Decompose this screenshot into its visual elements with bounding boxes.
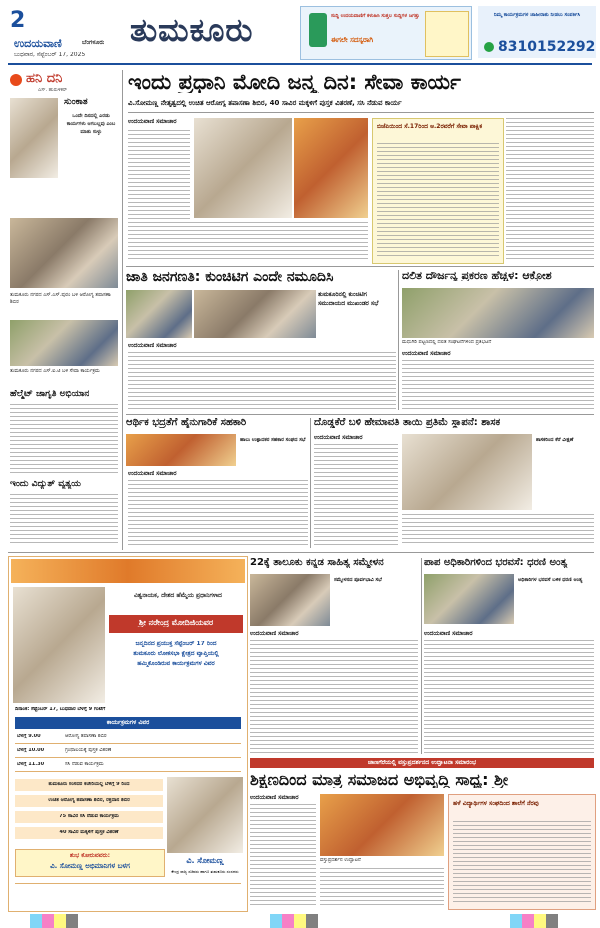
page-number: 2 (10, 10, 26, 32)
summary-item-text: 40 ಸಾವಿರ ಮಕ್ಕಳಿಗೆ ಪುಸ್ತಕ ವಿತರಣೆ (59, 830, 119, 835)
finance-statue-divider (310, 418, 311, 548)
name-banner-text: ಶ್ರೀ ನರೇಂದ್ರ ಮೋದಿಜಿಯವರ (138, 619, 214, 627)
summary-item (15, 827, 163, 839)
census-caption: ತುಮಕೂರಿನಲ್ಲಿ ಕುಂಚಿಟಿಗ ಸಮುದಾಯದ ಮುಖಂಡರ ಸಭೆ (318, 291, 379, 307)
literature-headline: 22ಕ್ಕೆ ತಾಲೂಕು ಕನ್ನಡ ಸಾಹಿತ್ಯ ಸಮ್ಮೇಳನ (250, 558, 384, 568)
education-kicker: ಜಾಣಗೆರೆಯಲ್ಲಿ ವಸ್ತುಪ್ರದರ್ಶನದ ಉದ್ಘಾಟನಾ ಸಮಾರಂಭ (367, 760, 477, 766)
ad-top-rule (8, 552, 594, 553)
education-body-col1 (250, 804, 316, 908)
literature-caption: ಸಮ್ಮೇಳನದ ಪೂರ್ವಭಾವಿ ಸಭೆ (334, 577, 382, 583)
literature-byline: ಉದಯವಾಣಿ ಸಮಾಚಾರ (250, 630, 299, 637)
officials-headline: ಪಾಪ ಅಧಿಕಾರಿಗಳಿಂದ ಭರವಸೆ: ಧರಣಿ ಅಂತ್ಯ (424, 558, 568, 568)
modi-portrait (13, 587, 105, 703)
edition-title: ತುಮಕೂರು (130, 14, 254, 46)
quote-portrait (10, 98, 58, 178)
census-dalit-divider (398, 270, 399, 410)
statue-headline: ದೊಡ್ಡಕೆರೆ ಬಳಿ ಹೇಮಾವತಿ ತಾಯಿ ಪ್ರತಿಮೆ ಸ್ಥಾಪನೆ: ಶಾಸಕ (314, 418, 501, 428)
ad-right-text: ನಿಮ್ಮ ಕಾರ್ಯಕ್ರಮಗಳ ಜಾಹೀರಾತು ನೀಡಲು ಸಂಪರ್ಕಿಸಿ (493, 12, 581, 18)
masthead-ad-right (478, 6, 596, 58)
lead-headline: ಇಂದು ಪ್ರಧಾನಿ ಮೋದಿ ಜನ್ಮ ದಿನ: ಸೇವಾ ಕಾರ್ಯ (128, 72, 461, 93)
education-photo (320, 794, 444, 856)
whatsapp-icon (484, 42, 494, 52)
finance-photo (126, 434, 236, 466)
power-headline: ಇಂದು ವಿದ್ಯುತ್ ವ್ಯತ್ಯಯ (10, 480, 81, 489)
masthead-rule (8, 63, 592, 65)
lead-box-title: ಬಿಜೆಪಿಯಿಂದ ಸೆ.17ರಿಂದ ಅ.2ರವರೆಗೆ ಸೇವಾ ಪಾಕ್ಷಿಕ (377, 123, 483, 130)
program-title-bar (15, 717, 241, 729)
ad-line4: ಹಮ್ಮಿಕೊಂಡಿರುವ ಕಾರ್ಯಕ್ರಮಗಳ ವಿವರ (137, 661, 215, 667)
masthead-ad-center (300, 6, 472, 60)
finance-caption: ಹಾಲು ಉತ್ಪಾದಕರ ಸಹಕಾರ ಸಂಘದ ಸಭೆ (240, 437, 306, 443)
program-row-item: ಗ್ರಂಥಾಲಯಕ್ಕೆ ಪುಸ್ತಕ ವಿತರಣೆ (65, 748, 112, 753)
statue-body-col1 (314, 444, 398, 546)
education-side-headline: ಹಳೆ ವಿದ್ಯಾರ್ಥಿಗಳ ಸಂಘದಿಂದ ಶಾಲೆಗೆ ನೆರವು (453, 800, 539, 807)
ad-phone: 8310152292 (498, 40, 596, 54)
dalit-body (402, 360, 594, 410)
education-body-col2 (320, 868, 444, 908)
ad-signature-name: ವಿ. ಸೋಮಣ್ಣ (186, 857, 224, 865)
sidebar-divider (122, 70, 123, 550)
statue-body-col2 (402, 514, 594, 546)
ad-footer-title: ಶುಭ ಕೋರುವವರು: (69, 853, 111, 859)
sidebar-photo-1 (10, 218, 118, 288)
lead-body-right (506, 118, 594, 262)
lead-box (372, 118, 504, 264)
census-byline: ಉದಯವಾಣಿ ಸಮಾಚಾರ (128, 342, 177, 349)
ad-badge (425, 11, 469, 57)
masthead-date: ಬುಧವಾರ, ಸೆಪ್ಟೆಂಬರ್ 17, 2025 (14, 52, 86, 58)
dalit-photo (402, 288, 594, 338)
summary-item (15, 795, 163, 807)
ad-top-line: ಸುದ್ದಿ ಉದಯವಾಣಿಗೆ ಕಳುಹಿಸಿ ಸುತ್ತಲ ಸುದ್ದಿಗಳ ಜಗತ್ತು (331, 13, 420, 19)
social-icons-strip (15, 883, 241, 894)
lead-subhead: ವಿ.ಸೋಮಣ್ಣ ನೇತೃತ್ವದಲ್ಲಿ ಉಚಿತ ಆರೋಗ್ಯ ತಪಾಸಣಾ ಶಿಬಿರ, 40 ಸಾವಿರ ಮಕ್ಕಳಿಗೆ ಪುಸ್ತಕ ವಿತರಣೆ, ಸಸಿ ನೆಡುವ ಕಾರ್ಯ (128, 100, 402, 107)
statue-caption: ಶಾಸಕರಿಂದ ಕೆರೆ ವೀಕ್ಷಣೆ (536, 437, 574, 443)
ad-footer-box (15, 849, 165, 877)
finance-headline: ಆರ್ಥಿಕ ಭದ್ರತೆಗೆ ಹೈನುಗಾರಿಕೆ ಸಹಕಾರಿ (126, 418, 247, 428)
lead-body-col1 (128, 130, 190, 220)
program-row-time: ಬೆಳಗ್ಗೆ 9.00 (17, 734, 41, 739)
officials-byline: ಉದಯವಾಣಿ ಸಮಾಚಾರ (424, 630, 473, 637)
officials-body (424, 640, 594, 754)
ad-top-sub: ಈಗಲೇ ಸದಸ್ಯರಾಗಿ (331, 37, 374, 44)
statue-photo (402, 434, 532, 510)
education-caption: ವಸ್ತುಪ್ರದರ್ಶನ ಉದ್ಘಾಟನೆ (320, 858, 361, 863)
statue-byline: ಉದಯವಾಣಿ ಸಮಾಚಾರ (314, 434, 363, 441)
education-headline: ಶಿಕ್ಷಣದಿಂದ ಮಾತ್ರ ಸಮಾಜದ ಅಭಿವೃದ್ಧಿ ಸಾಧ್ಯ: ಶ್ರೀ (250, 772, 509, 788)
program-row-item: ಸಸಿ ನೆಡುವ ಕಾರ್ಯಕ್ರಮ (65, 762, 104, 767)
census-caption-box (318, 290, 396, 338)
census-photo-main (194, 290, 316, 338)
leaders-strip (11, 559, 245, 583)
summary-item-text: ಉಚಿತ ಆರೋಗ್ಯ ತಪಾಸಣಾ ಶಿಬಿರ, ರಕ್ತದಾನ ಶಿಬಿರ (48, 798, 130, 803)
name-banner (109, 615, 243, 633)
quote-title: ಸುಂಕಾತ (64, 98, 88, 107)
literature-body (250, 640, 418, 754)
ad-line2: ಜನ್ಮದಿನದ ಪ್ರಯುಕ್ತ ಸೆಪ್ಟೆಂಬರ್ 17 ರಿಂದ (135, 641, 217, 647)
lead-body-bottom (128, 222, 368, 262)
sidebar-brand-sub: ಎಸ್. ಹುರುಳಿಕರ್ (38, 88, 68, 93)
summary-item-text: 75 ಸಾವಿರ ಸಸಿ ನೆಡುವ ಕಾರ್ಯಕ್ರಮ (59, 814, 119, 819)
finance-top-rule (126, 414, 594, 415)
ad-signature-role: ಕೇಂದ್ರ ರಾಜ್ಯ ಸಚಿವರು ಹಾಗೂ ತುಮಕೂರು ಸಂಸದರು (171, 869, 239, 874)
dalit-headline: ದಲಿತ ದೌರ್ಜನ್ಯ ಪ್ರಕರಣ ಹೆಚ್ಚಳ: ಆಕ್ರೋಶ (402, 270, 552, 281)
dalit-byline: ಉದಯವಾಣಿ ಸಮಾಚಾರ (402, 350, 451, 357)
lead-photo-group (294, 118, 368, 218)
education-byline: ಉದಯವಾಣಿ ಸಮಾಚಾರ (250, 794, 299, 801)
officials-photo (424, 574, 514, 624)
sidebar-brand: ಹನಿ ದನಿ (26, 72, 63, 85)
census-headline: ಜಾತಿ ಜನಗಣತಿ: ಕುಂಚಿಟಿಗ ಎಂದೇ ನಮೂದಿಸಿ (126, 270, 334, 284)
ad-date-line: ದಿನಾಂಕ: ಸೆಪ್ಟೆಂಬರ್ 17, ಬುಧವಾರ ಬೆಳಗ್ಗೆ 9 ಗಂಟೆಗೆ (15, 707, 106, 712)
finance-body (128, 480, 308, 546)
lead-sub-rule (128, 112, 594, 113)
helmet-body (10, 404, 118, 474)
paper-name: ಉದಯವಾಣಿ (14, 38, 62, 49)
program-row-time: ಬೆಳಗ್ಗೆ 11.30 (17, 762, 45, 767)
lit-officials-divider (421, 558, 422, 754)
summary-item (15, 811, 163, 823)
lead-photo-modi (194, 118, 292, 218)
education-side-box (448, 794, 596, 910)
ad-footer-name: ವಿ. ಸೋಮಣ್ಣ ಅಭಿಮಾನಿಗಳ ಬಳಗ (50, 863, 130, 870)
program-row (15, 759, 241, 772)
sidebar-photo-2 (10, 320, 118, 366)
program-row-item: ಆರೋಗ್ಯ ತಪಾಸಣಾ ಶಿಬಿರ (65, 734, 107, 739)
ad-greeting: ವಿಶ್ವನಾಯಕ, ದೇಶದ ಹೆಮ್ಮೆಯ ಪ್ರಧಾನಿಗಳಾದ (134, 592, 222, 599)
quote-text: ಒಂದೇ ದಿನದಲ್ಲಿ ಎರಡು ಕಾರ್ಯಗಳು ಆಗಬಲ್ಲವು ಎಂಬ ಮಾತು ಸುಳ್ಳು (66, 113, 116, 135)
power-body (10, 494, 118, 546)
census-body (128, 352, 396, 412)
masthead-city: ಬೆಂಗಳೂರು (82, 40, 105, 46)
sidebar-caption-1: ತುಮಕೂರು ನಗರದ ಎಸ್.ಎಸ್.ಪುರಂ ಬಳಿ ಆರೋಗ್ಯ ತಪಾಸಣಾ ಶಿಬಿರ (10, 292, 111, 305)
ad-line3: ತುಮಕೂರು ಲೋಕಸಭಾ ಕ್ಷೇತ್ರದ ವ್ಯಾಪ್ತಿಯಲ್ಲಿ (133, 651, 219, 657)
helmet-headline: ಹೆಲ್ಮೆಟ್ ಜಾಗೃತಿ ಅಭಿಯಾನ (10, 390, 90, 399)
sidebar-caption-2: ತುಮಕೂರು ನಗರದ ಎಸ್.ಐ.ಟಿ ಬಳಿ ಸೇವಾ ಕಾರ್ಯಕ್ರಮ (10, 368, 100, 374)
dalit-caption: ಮಧುಗಿರಿ ಪಟ್ಟಣದಲ್ಲಿ ದಲಿತ ಸಂಘಟನೆಗಳಿಂದ ಪ್ರತಿಭಟನೆ (402, 340, 492, 345)
program-row-time: ಬೆಳಗ್ಗೆ 10.00 (17, 748, 45, 753)
summary-item (15, 779, 163, 791)
lead-box-body (377, 143, 499, 259)
sidebar (8, 70, 120, 550)
program-row (15, 731, 241, 744)
lead-byline: ಉದಯವಾಣಿ ಸಮಾಚಾರ (128, 118, 177, 125)
literature-photo (250, 574, 330, 626)
print-registration-strip (0, 914, 600, 928)
brand-logo-icon (10, 74, 22, 86)
somanna-portrait (167, 777, 243, 853)
education-side-body (453, 821, 591, 905)
summary-item-text: ತುಮಕೂರು ಸಂಸದರ ಕಚೇರಿಯಲ್ಲಿ ಬೆಳಿಗ್ಗೆ 9 ರಿಂದ (48, 782, 130, 787)
ad-block (8, 556, 248, 912)
lead-bottom-rule (126, 266, 594, 267)
program-title: ಕಾರ್ಯಕ್ರಮಗಳ ವಿವರ (106, 720, 150, 726)
census-photo-left (126, 290, 192, 338)
finance-byline: ಉದಯವಾಣಿ ಸಮಾಚಾರ (128, 470, 177, 477)
education-kicker-bar (250, 758, 594, 768)
masthead (0, 0, 600, 64)
officials-caption: ಅಧಿಕಾರಿಗಳ ಭರವಸೆ ಬಳಿಕ ಧರಣಿ ಅಂತ್ಯ (518, 577, 583, 583)
phone-illustration (309, 13, 327, 47)
program-row (15, 745, 241, 758)
